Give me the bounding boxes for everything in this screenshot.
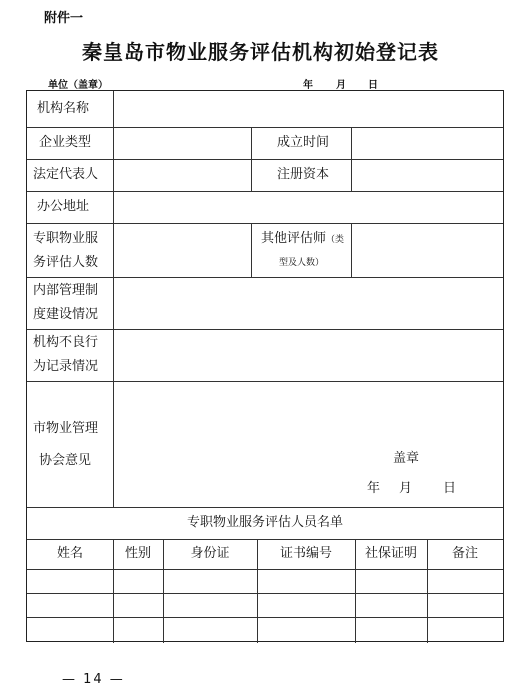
unit-seal-label: 单位（盖章）	[48, 80, 108, 91]
opinion-year-label: 年	[367, 481, 381, 496]
org-name-label: 机构名称	[37, 101, 90, 116]
row-divider	[27, 507, 503, 508]
office-address-label: 办公地址	[37, 199, 90, 214]
other-evaluators-main: 其他评估师	[261, 231, 327, 246]
row-divider	[27, 539, 503, 540]
company-type-label: 企业类型	[39, 135, 92, 150]
header-month-label: 月	[336, 80, 346, 91]
column-header-name: 姓名	[56, 546, 83, 561]
other-evaluators-note2: 型及人数）	[279, 258, 325, 268]
column-divider	[113, 91, 114, 507]
column-divider	[351, 127, 352, 191]
registered-capital-label: 注册资本	[277, 167, 330, 182]
fulltime-count-label-line1: 专职物业服	[33, 231, 99, 246]
internal-mgmt-label-line2: 度建设情况	[33, 307, 99, 322]
row-divider	[27, 329, 503, 330]
column-header-remarks: 备注	[451, 546, 478, 561]
bad-record-label-line1: 机构不良行	[33, 335, 99, 350]
row-divider	[27, 381, 503, 382]
internal-mgmt-label-line1: 内部管理制	[33, 283, 99, 298]
legal-rep-label: 法定代表人	[33, 167, 99, 182]
assoc-opinion-label-line2: 协会意见	[39, 453, 92, 468]
established-time-label: 成立时间	[277, 135, 330, 150]
form-title: 秦皇岛市物业服务评估机构初始登记表	[82, 40, 439, 64]
row-divider	[27, 617, 503, 618]
fulltime-count-label-line2: 务评估人数	[33, 255, 99, 270]
bad-record-label-line2: 为记录情况	[33, 359, 99, 374]
row-divider	[27, 159, 503, 160]
assoc-opinion-label-line1: 市物业管理	[33, 421, 99, 436]
column-header-certificate-no: 证书编号	[279, 546, 332, 561]
column-header-gender: 性别	[124, 546, 151, 561]
roster-title: 专职物业服务评估人员名单	[186, 515, 343, 530]
page-number: — 14 —	[62, 672, 125, 687]
row-divider	[27, 277, 503, 278]
other-evaluators-label	[261, 227, 344, 252]
header-year-label: 年	[303, 80, 313, 91]
row-divider	[27, 593, 503, 594]
column-divider	[251, 223, 252, 277]
column-header-social-security: 社保证明	[364, 546, 417, 561]
registration-form-table	[26, 90, 504, 642]
row-divider	[27, 127, 503, 128]
opinion-month-label: 月	[399, 481, 413, 496]
row-divider	[27, 569, 503, 570]
other-evaluators-note1: （类	[326, 235, 345, 245]
column-divider	[351, 223, 352, 277]
seal-label: 盖章	[393, 451, 420, 466]
column-header-id-card: 身份证	[190, 546, 230, 561]
opinion-day-label: 日	[443, 481, 457, 496]
row-divider	[27, 223, 503, 224]
attachment-label: 附件一	[44, 11, 84, 26]
header-day-label: 日	[368, 80, 378, 91]
column-divider	[251, 127, 252, 191]
row-divider	[27, 191, 503, 192]
